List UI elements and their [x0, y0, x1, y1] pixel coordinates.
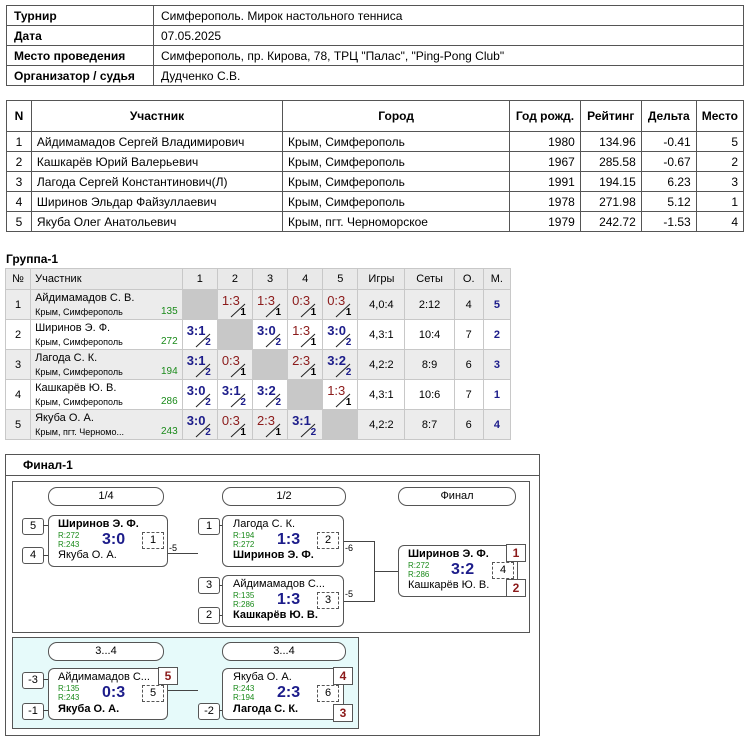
m5-top-player: Айдимамадов С...	[58, 671, 150, 683]
group-player	[31, 320, 183, 350]
group-score: 3:2	[327, 353, 346, 368]
seed-m6-bot: -2	[198, 703, 220, 720]
group-score: 0:3	[221, 353, 240, 368]
gcol-3: 3	[252, 269, 287, 290]
m6-place-top: 4	[333, 667, 353, 685]
group-n: 3	[6, 350, 31, 380]
group-games: 4,2:2	[358, 410, 405, 440]
info-value: Симферополь. Мирок настольного тенниса	[154, 6, 744, 26]
group-diag-cell	[323, 410, 358, 440]
participant-row	[7, 152, 744, 172]
col-rating: Рейтинг	[580, 101, 641, 132]
participant-place: 5	[696, 132, 743, 152]
group-n: 2	[6, 320, 31, 350]
group-score-result: 1	[345, 307, 352, 318]
group-games: 4,3:1	[358, 320, 405, 350]
group-score-cell[interactable]	[323, 350, 358, 380]
group-score-cell[interactable]	[323, 380, 358, 410]
group-score-result: 2	[240, 397, 246, 408]
group-score-result: 1	[310, 337, 317, 348]
final-title: Финал-1	[23, 458, 73, 472]
seed-m1-bot: 4	[22, 547, 44, 564]
group-score-result: 2	[275, 397, 282, 408]
group-points: 7	[454, 380, 483, 410]
m2-bot-player: Ширинов Э. Ф.	[233, 549, 314, 561]
info-row	[7, 6, 744, 26]
seed-m1-top: 5	[22, 518, 44, 535]
group-diag-cell	[217, 320, 252, 350]
group-player-name: Лагода С. К.	[35, 352, 98, 364]
col-year: Год рожд.	[510, 101, 581, 132]
group-score-cell[interactable]	[252, 380, 287, 410]
group-score-result: 2	[205, 397, 211, 408]
round-label-semi: 1/2	[222, 487, 346, 506]
group-diag-cell	[252, 350, 287, 380]
group-score: 0:3	[292, 293, 311, 308]
m2-rating-bot: R:272	[233, 540, 255, 549]
m4-place-bot: 2	[506, 579, 526, 597]
participant-n: 3	[7, 172, 32, 192]
participant-city: Крым, Симферополь	[283, 132, 510, 152]
m5-number: 5	[142, 685, 164, 702]
m4-top-player: Ширинов Э. Ф.	[408, 548, 489, 560]
participant-row	[7, 132, 744, 152]
group-score-result: 1	[240, 427, 246, 438]
info-row	[7, 46, 744, 66]
group-player-rating: 272	[161, 336, 178, 347]
m1-top-player: Ширинов Э. Ф.	[58, 518, 139, 530]
participant-rating: 285.58	[580, 152, 641, 172]
col-delta: Дельта	[641, 101, 696, 132]
group-n: 5	[6, 410, 31, 440]
gcol-points: О.	[454, 269, 483, 290]
participant-name: Кашкарёв Юрий Валерьевич	[31, 152, 282, 172]
m3-rating-top: R:135	[233, 591, 255, 600]
group-score-result: 2	[205, 337, 211, 348]
group-diag-cell	[182, 290, 217, 320]
m3-top-player: Айдимамадов С...	[233, 578, 325, 590]
m5-bot-player: Якуба О. А.	[58, 703, 120, 715]
group-place: 1	[483, 380, 510, 410]
m2-rating-top: R:194	[233, 531, 255, 540]
group-player-rating: 194	[161, 366, 178, 377]
info-value: Симферополь, пр. Кирова, 78, ТРЦ "Палас", "Ping-Pong Club"	[154, 46, 744, 66]
participant-delta: -1.53	[641, 212, 696, 232]
info-key: Турнир	[7, 6, 154, 26]
m4-place-top: 1	[506, 544, 526, 562]
participant-place: 3	[696, 172, 743, 192]
group-score-cell[interactable]	[323, 290, 358, 320]
group-score: 1:3	[256, 293, 276, 308]
group-player-rating: 243	[161, 426, 178, 437]
group-score-result: 2	[205, 367, 211, 378]
col-n: N	[7, 101, 32, 132]
group-player-city: Крым, Симферополь	[35, 367, 123, 377]
group-score-cell[interactable]	[288, 350, 323, 380]
group-games: 4,3:1	[358, 380, 405, 410]
group-score-cell[interactable]	[252, 320, 287, 350]
group-score-cell[interactable]	[182, 380, 217, 410]
group-place: 5	[483, 290, 510, 320]
seed-m3-bot: 2	[198, 607, 220, 624]
group-score-result: 1	[275, 307, 282, 318]
participant-n: 2	[7, 152, 32, 172]
group-score: 3:1	[186, 353, 206, 368]
participant-row	[7, 192, 744, 212]
participant-year: 1967	[510, 152, 581, 172]
participant-year: 1978	[510, 192, 581, 212]
gcol-n: №	[6, 269, 31, 290]
m6-top-player: Якуба О. А.	[233, 671, 292, 683]
m2-top-player: Лагода С. К.	[233, 518, 296, 530]
gcol-5: 5	[323, 269, 358, 290]
group-player-city: Крым, пгт. Черномо...	[35, 427, 124, 437]
participant-n: 1	[7, 132, 32, 152]
participant-row	[7, 212, 744, 232]
m4-bot-player: Кашкарёв Ю. В.	[408, 579, 490, 591]
final-header	[6, 455, 539, 476]
seed-m2-top: 1	[198, 518, 220, 535]
gcol-4: 4	[288, 269, 323, 290]
group-score: 0:3	[221, 413, 240, 428]
group-score: 1:3	[221, 293, 240, 308]
group-n: 4	[6, 380, 31, 410]
gcol-2: 2	[217, 269, 252, 290]
participant-year: 1979	[510, 212, 581, 232]
connector	[342, 541, 375, 542]
group-row	[6, 410, 511, 440]
gcol-place: М.	[483, 269, 510, 290]
participant-place: 4	[696, 212, 743, 232]
info-value: Дудченко С.В.	[154, 66, 744, 86]
group-score-result: 1	[310, 367, 317, 378]
participant-n: 4	[7, 192, 32, 212]
m6-rating-bot: R:194	[233, 693, 255, 702]
participant-name: Лагода Сергей Константинович(Л)	[31, 172, 282, 192]
group-score-cell[interactable]	[252, 410, 287, 440]
m2-number: 2	[317, 532, 339, 549]
participant-name: Якуба Олег Анатольевич	[31, 212, 282, 232]
participants-table	[6, 100, 744, 232]
group-score-cell[interactable]	[217, 290, 252, 320]
group-n: 1	[6, 290, 31, 320]
participant-delta: -0.67	[641, 152, 696, 172]
m6-number: 6	[317, 685, 339, 702]
group-score-result: 2	[345, 367, 352, 378]
group-score-result: 2	[275, 337, 282, 348]
participant-rating: 194.15	[580, 172, 641, 192]
round-label-quarter: 1/4	[48, 487, 164, 506]
participant-rating: 242.72	[580, 212, 641, 232]
group-sets: 10:6	[405, 380, 454, 410]
m5-rating-top: R:135	[58, 684, 80, 693]
group-score: 3:0	[256, 323, 276, 338]
group-player-city: Крым, Симферополь	[35, 307, 123, 317]
participant-year: 1980	[510, 132, 581, 152]
group-place: 3	[483, 350, 510, 380]
round-label-final: Финал	[398, 487, 516, 506]
group-player	[31, 380, 183, 410]
group-score-result: 1	[275, 427, 282, 438]
m6-score: 2:3	[277, 684, 301, 701]
m3-number: 3	[317, 592, 339, 609]
participant-row	[7, 172, 744, 192]
m1-number: 1	[142, 532, 164, 549]
participant-year: 1991	[510, 172, 581, 192]
group-score: 3:1	[292, 413, 311, 428]
group-score-result: 2	[310, 427, 317, 438]
group-score-result: 1	[240, 367, 246, 378]
group-score-result: 1	[345, 397, 352, 408]
connector	[166, 553, 198, 554]
seed-m3-top: 3	[198, 577, 220, 594]
tournament-info-table	[6, 5, 744, 86]
group-score-cell[interactable]	[182, 410, 217, 440]
group-score-cell[interactable]	[182, 350, 217, 380]
m1-score: 3:0	[102, 531, 126, 548]
group-player-name: Якуба О. А.	[35, 412, 94, 424]
m3-loser-goes: -5	[345, 589, 354, 599]
group-player	[31, 290, 183, 320]
participant-name: Ширинов Эльдар Файзуллаевич	[31, 192, 282, 212]
group-diag-cell	[288, 380, 323, 410]
group-player-name: Кашкарёв Ю. В.	[35, 382, 117, 394]
info-row	[7, 66, 744, 86]
m5-rating-bot: R:243	[58, 693, 80, 702]
group-player-city: Крым, Симферополь	[35, 337, 123, 347]
m1-bot-player: Якуба О. А.	[58, 549, 117, 561]
m4-score: 3:2	[451, 561, 475, 578]
group-score-cell[interactable]	[288, 290, 323, 320]
col-name: Участник	[31, 101, 282, 132]
m1-rating-bot: R:243	[58, 540, 80, 549]
participant-n: 5	[7, 212, 32, 232]
info-row	[7, 26, 744, 46]
m1-loser-goes: -5	[169, 543, 178, 553]
group-player-city: Крым, Симферополь	[35, 397, 123, 407]
group-score-cell[interactable]	[217, 380, 252, 410]
info-key: Место проведения	[7, 46, 154, 66]
group-points: 7	[454, 320, 483, 350]
group-place: 2	[483, 320, 510, 350]
participant-delta: -0.41	[641, 132, 696, 152]
group-score-cell[interactable]	[182, 320, 217, 350]
group-row	[6, 380, 511, 410]
participant-delta: 6.23	[641, 172, 696, 192]
gcol-sets: Сеты	[405, 269, 454, 290]
group-score-cell[interactable]	[217, 410, 252, 440]
group-score: 2:3	[256, 413, 276, 428]
group-score: 3:0	[186, 413, 206, 428]
final-panel	[5, 454, 540, 736]
group-score-result: 1	[310, 307, 317, 318]
m6-place-bot: 3	[333, 704, 353, 722]
group-title: Группа-1	[6, 252, 59, 266]
group-score-result: 2	[205, 427, 211, 438]
m6-rating-top: R:243	[233, 684, 255, 693]
participant-name: Айдимамадов Сергей Владимирович	[31, 132, 282, 152]
group-score: 3:1	[186, 323, 206, 338]
group-player	[31, 350, 183, 380]
m6-bot-player: Лагода С. К.	[233, 703, 299, 715]
group-sets: 8:7	[405, 410, 454, 440]
participant-city: Крым, пгт. Черноморское	[283, 212, 510, 232]
group-points: 4	[454, 290, 483, 320]
participants-header-row	[7, 101, 744, 132]
gcol-name: Участник	[31, 269, 183, 290]
group-score-cell[interactable]	[323, 320, 358, 350]
info-value: 07.05.2025	[154, 26, 744, 46]
participant-city: Крым, Симферополь	[283, 152, 510, 172]
group-score-result: 1	[240, 307, 246, 318]
m4-rating-bot: R:286	[408, 570, 430, 579]
participant-rating: 271.98	[580, 192, 641, 212]
connector	[374, 571, 398, 572]
group-row	[6, 290, 511, 320]
group-score: 3:0	[186, 383, 206, 398]
group-player-name: Ширинов Э. Ф.	[35, 322, 111, 334]
group-sets: 2:12	[405, 290, 454, 320]
m3-rating-bot: R:286	[233, 600, 255, 609]
info-key: Дата	[7, 26, 154, 46]
group-sets: 10:4	[405, 320, 454, 350]
participant-rating: 134.96	[580, 132, 641, 152]
group-games: 4,0:4	[358, 290, 405, 320]
group-score: 3:1	[221, 383, 241, 398]
col-city: Город	[283, 101, 510, 132]
group-score: 1:3	[292, 323, 311, 338]
group-sets: 8:9	[405, 350, 454, 380]
seed-m5-bot: -1	[22, 703, 44, 720]
group-points: 6	[454, 410, 483, 440]
group-points: 6	[454, 350, 483, 380]
group-score-result: 2	[345, 337, 352, 348]
participant-city: Крым, Симферополь	[283, 192, 510, 212]
group-player-rating: 135	[161, 306, 178, 317]
participant-delta: 5.12	[641, 192, 696, 212]
group-place: 4	[483, 410, 510, 440]
m4-rating-top: R:272	[408, 561, 430, 570]
group-score: 3:0	[327, 323, 346, 338]
group-score: 1:3	[327, 383, 346, 398]
round-label-3rd-2: 3...4	[222, 642, 346, 661]
m3-score: 1:3	[277, 591, 301, 608]
group-games: 4,2:2	[358, 350, 405, 380]
gcol-1: 1	[182, 269, 217, 290]
participant-place: 1	[696, 192, 743, 212]
connector	[166, 690, 198, 691]
seed-m5-top: -3	[22, 672, 44, 689]
participant-city: Крым, Симферополь	[283, 172, 510, 192]
connector	[342, 601, 375, 602]
round-label-3rd-1: 3...4	[48, 642, 164, 661]
group-score: 0:3	[327, 293, 346, 308]
participant-place: 2	[696, 152, 743, 172]
m4-number: 4	[492, 562, 514, 579]
group-row	[6, 320, 511, 350]
group-table	[5, 268, 511, 440]
m5-score: 0:3	[102, 684, 126, 701]
m3-bot-player: Кашкарёв Ю. В.	[233, 609, 318, 621]
m5-place: 5	[158, 667, 178, 685]
group-player-rating: 286	[161, 396, 178, 407]
gcol-games: Игры	[358, 269, 405, 290]
m1-rating-top: R:272	[58, 531, 80, 540]
col-place: Место	[696, 101, 743, 132]
group-player-name: Айдимамадов С. В.	[35, 292, 135, 304]
group-row	[6, 350, 511, 380]
info-key: Организатор / судья	[7, 66, 154, 86]
group-score-cell[interactable]	[288, 410, 323, 440]
m2-loser-goes: -6	[345, 543, 354, 553]
group-score: 2:3	[292, 353, 311, 368]
group-header-row	[6, 269, 511, 290]
group-score-cell[interactable]	[217, 350, 252, 380]
group-score-cell[interactable]	[252, 290, 287, 320]
group-score-cell[interactable]	[288, 320, 323, 350]
group-score: 3:2	[256, 383, 276, 398]
m2-score: 1:3	[277, 531, 301, 548]
group-player	[31, 410, 183, 440]
